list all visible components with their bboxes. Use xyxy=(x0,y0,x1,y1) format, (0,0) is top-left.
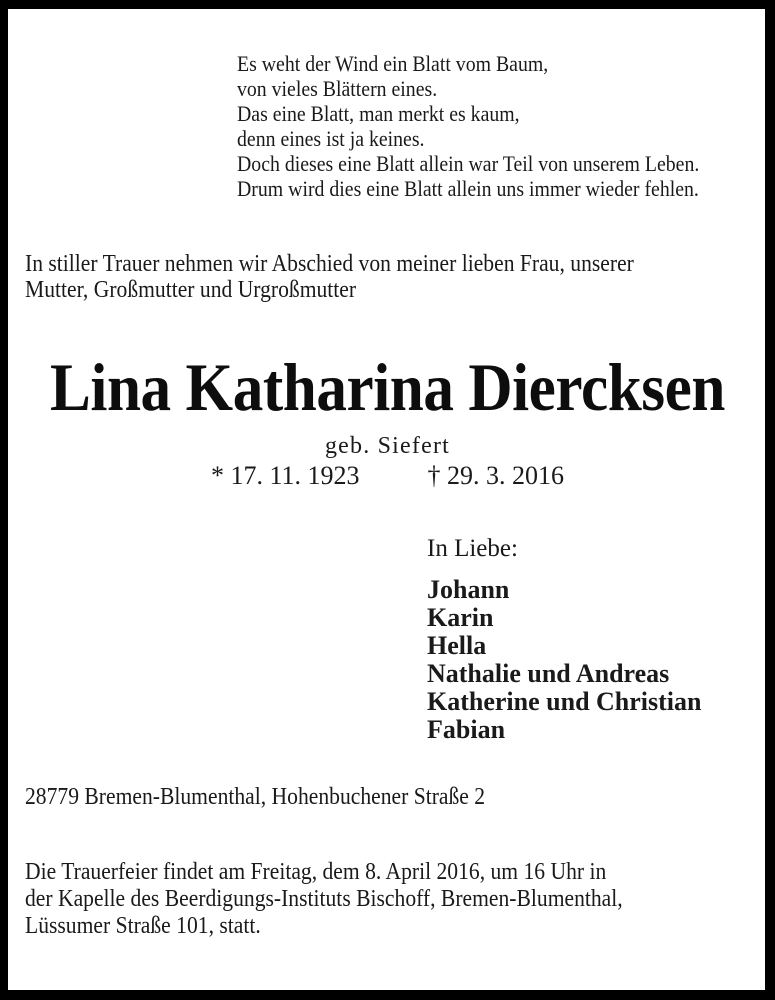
poem-line: denn eines ist ja keines. xyxy=(237,126,425,151)
mourner-name: Johann xyxy=(427,575,510,604)
intro-paragraph xyxy=(25,251,634,303)
intro-line: In stiller Trauer nehmen wir Abschied von meiner lieben Frau, unserer xyxy=(25,251,634,277)
funeral-line: Lüssumer Straße 101, statt. xyxy=(25,913,261,939)
death-date: † 29. 3. 2016 xyxy=(427,461,565,490)
poem-line: Es weht der Wind ein Blatt vom Baum, xyxy=(237,51,549,76)
funeral-line: Die Trauerfeier findet am Freitag, dem 8. April 2016, um 16 Uhr in xyxy=(25,859,607,885)
mourner-name: Nathalie und Andreas xyxy=(427,659,670,688)
poem-line: Das eine Blatt, man merkt es kaum, xyxy=(237,101,520,126)
mourners-heading: In Liebe: xyxy=(427,535,518,562)
mourner-name: Fabian xyxy=(427,715,506,744)
funeral-line: der Kapelle des Beerdigungs-Instituts Bischoff, Bremen-Blumenthal, xyxy=(25,886,623,912)
poem-line: von vieles Blättern eines. xyxy=(237,76,438,101)
maiden-name: geb. Siefert xyxy=(324,433,451,459)
address-line: 28779 Bremen-Blumenthal, Hohenbuchener Straße 2 xyxy=(25,784,486,810)
poem-line: Drum wird dies eine Blatt allein uns immer wieder fehlen. xyxy=(237,176,699,201)
intro-line: Mutter, Großmutter und Urgroßmutter xyxy=(25,277,357,303)
dates-row xyxy=(0,462,775,490)
mourner-name: Katherine und Christian xyxy=(427,687,702,716)
mourners-list xyxy=(427,576,702,744)
poem-line: Doch dieses eine Blatt allein war Teil von unserem Leben. xyxy=(237,151,700,176)
mourner-name: Karin xyxy=(427,603,494,632)
mourner-name: Hella xyxy=(427,631,487,660)
deceased-name-heading: Lina Katharina Diercksen xyxy=(50,349,725,425)
mourners-block xyxy=(427,535,702,744)
birth-date: * 17. 11. 1923 xyxy=(210,461,360,490)
funeral-paragraph xyxy=(25,859,623,940)
poem-block xyxy=(237,51,699,201)
